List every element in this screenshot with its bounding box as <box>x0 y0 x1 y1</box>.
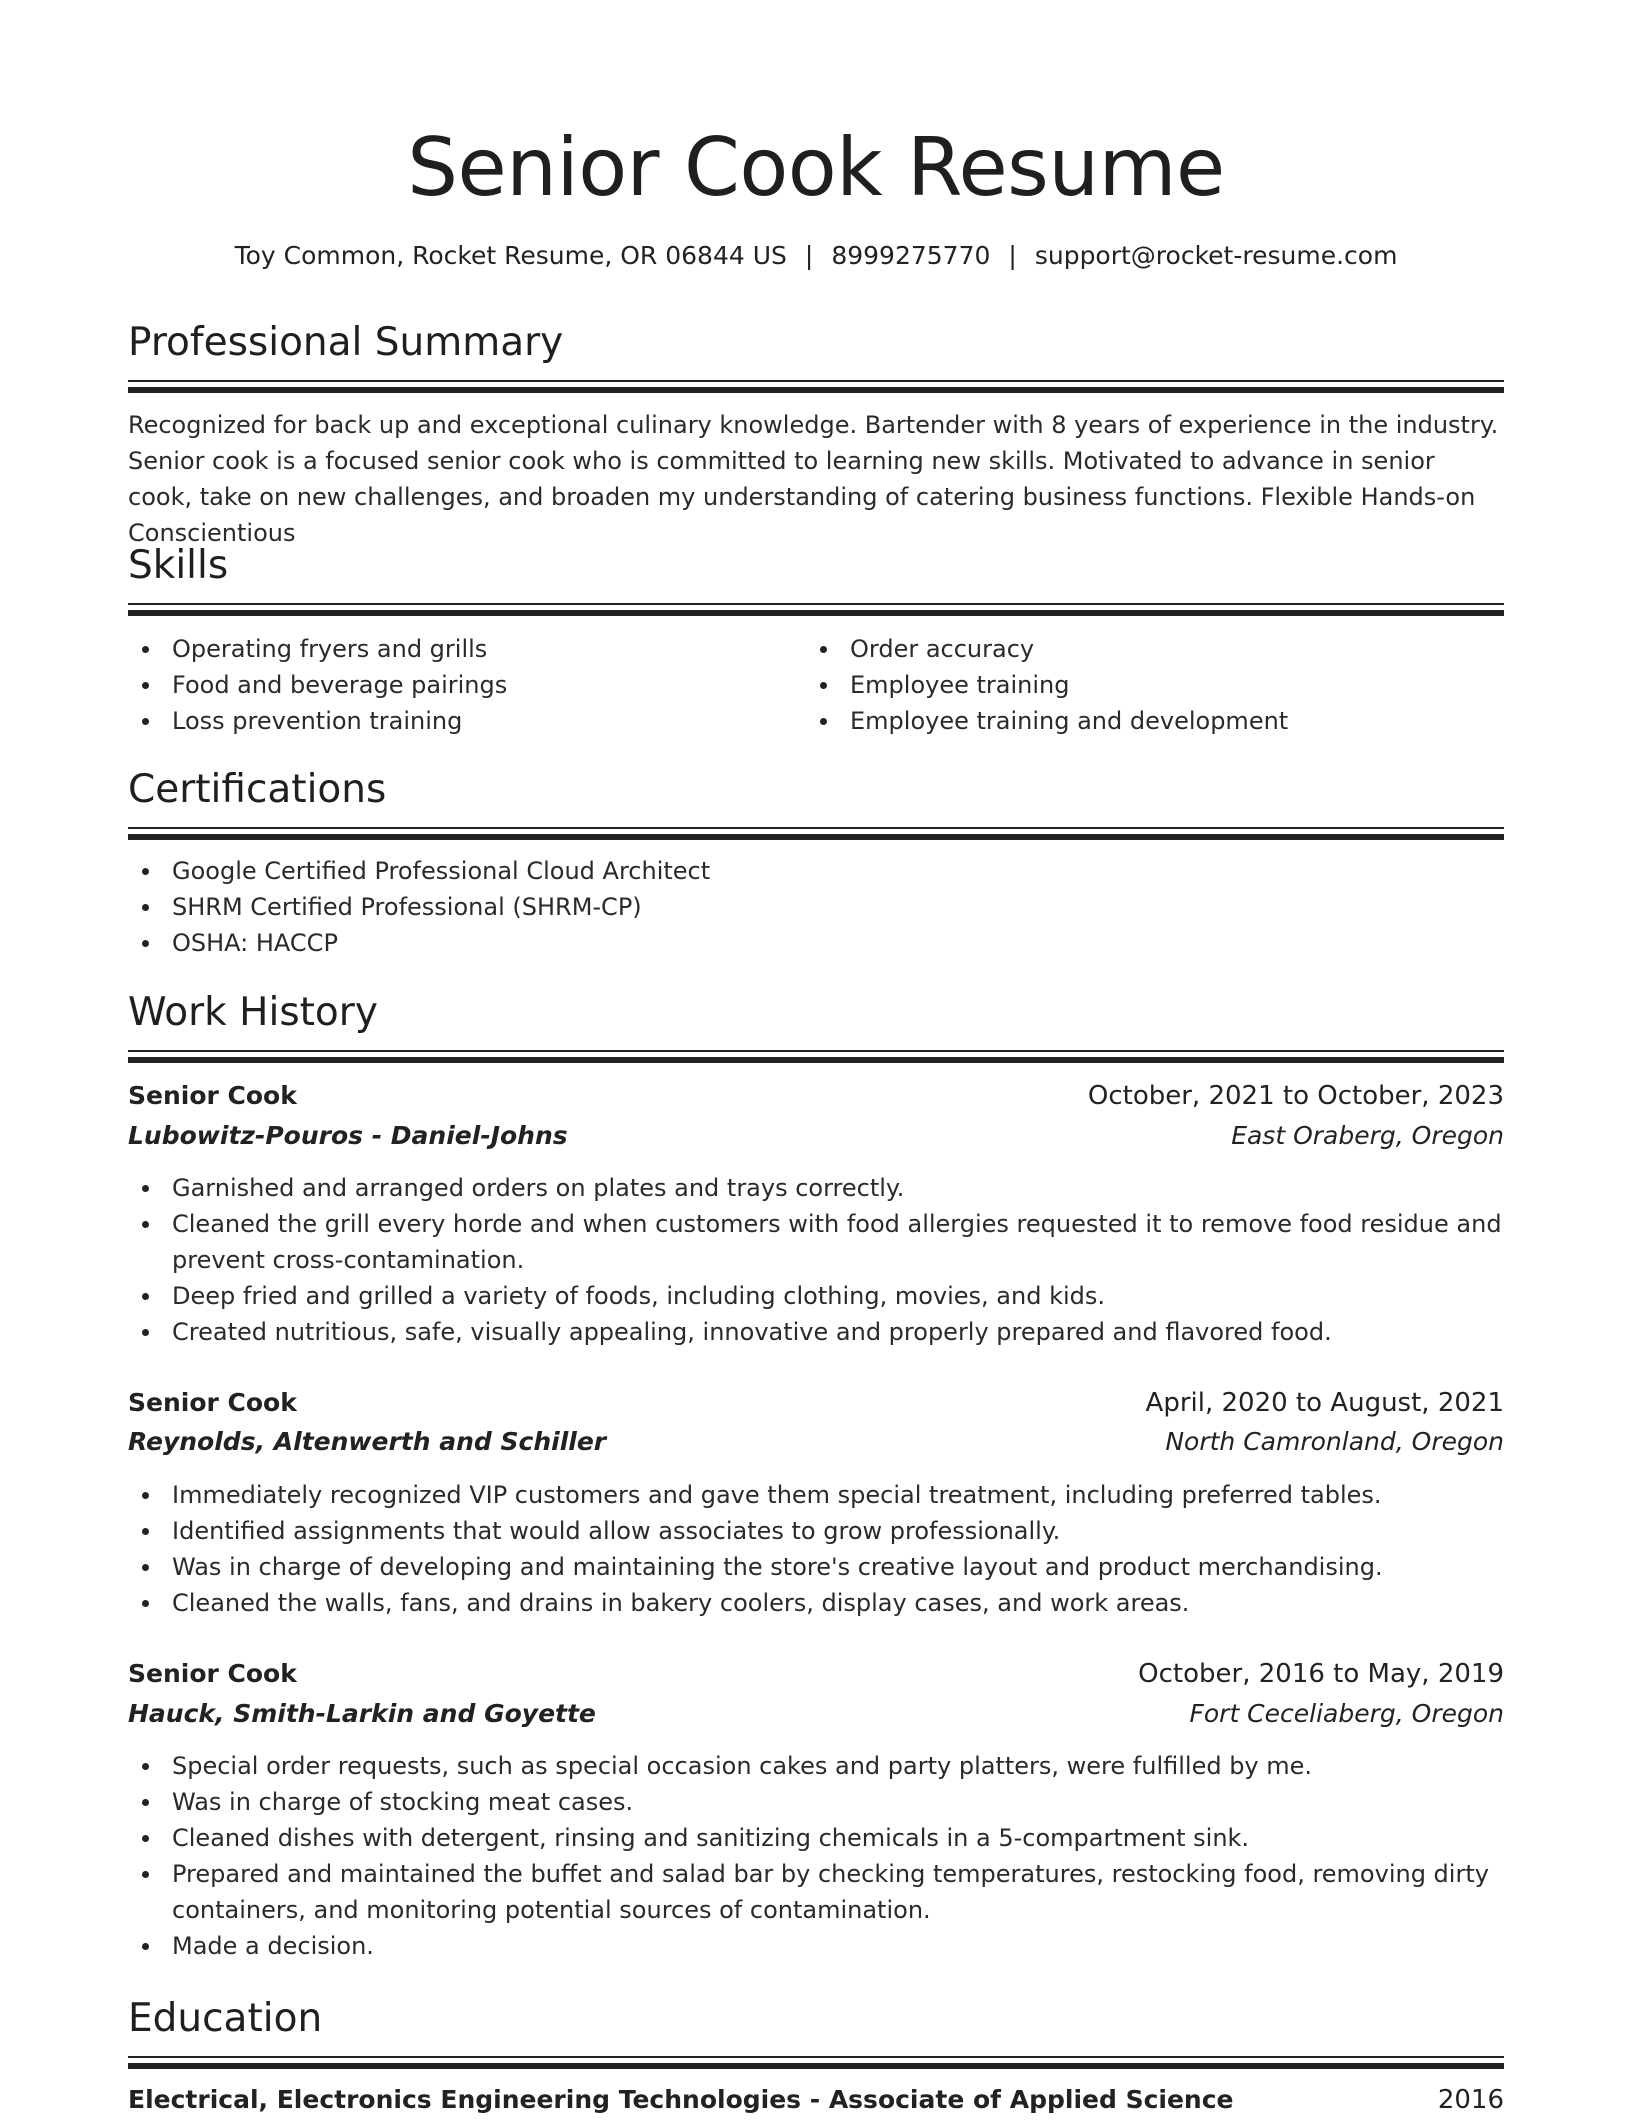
job-bullets <box>128 1477 1504 1621</box>
section-heading: Skills <box>128 543 229 588</box>
skill-item: Food and beverage pairings <box>128 667 788 703</box>
skills-right-column <box>806 631 1466 739</box>
skill-item: Employee training and development <box>806 703 1466 739</box>
contact-line <box>128 238 1504 274</box>
job-bullet: Special order requests, such as special occasion cakes and party platters, were fulfilled by me. <box>128 1748 1504 1784</box>
job-bullet: Cleaned the walls, fans, and drains in bakery coolers, display cases, and work areas. <box>128 1585 1504 1621</box>
job-bullet: Prepared and maintained the buffet and salad bar by checking temperatures, restocking food, removing dirty containers, and monitoring potential sources of contamination. <box>128 1856 1504 1928</box>
section-divider-thin <box>128 1050 1504 1052</box>
job-header <box>128 1654 1504 1694</box>
section-divider-thick <box>128 1057 1504 1063</box>
education-degree: Electrical, Electronics Engineering Technologies - Associate of Applied Science <box>128 2085 1234 2114</box>
section-divider-thin <box>128 827 1504 829</box>
section-divider-thin <box>128 603 1504 605</box>
job-location: East Oraberg, Oregon <box>1231 1121 1504 1150</box>
contact-separator: | <box>804 241 814 270</box>
contact-phone: 8999275770 <box>831 241 991 270</box>
certification-item: OSHA: HACCP <box>128 925 1504 961</box>
job-dates: October, 2021 to October, 2023 <box>1087 1081 1504 1111</box>
work-section-header <box>128 988 1504 1063</box>
section-heading: Work History <box>128 990 378 1035</box>
job-bullet: Cleaned dishes with detergent, rinsing and sanitizing chemicals in a 5-compartment sink. <box>128 1820 1504 1856</box>
job-subheader <box>128 1422 1504 1462</box>
job-dates: October, 2016 to May, 2019 <box>1138 1659 1504 1689</box>
section-heading: Education <box>128 1996 323 2041</box>
section-divider-thin <box>128 2056 1504 2058</box>
summary-text: Recognized for back up and exceptional culinary knowledge. Bartender with 8 years of experience in the industry. Senior cook is a focused senior cook who is committed to learning new skills. Motivated to advance in senior cook, take on new challenges, and broaden my understanding of catering business functions. Flexible Hands-on Conscientious <box>128 411 1499 547</box>
section-divider-thick <box>128 610 1504 616</box>
section-divider-thin <box>128 380 1504 382</box>
section-divider-thick <box>128 834 1504 840</box>
job-dates: April, 2020 to August, 2021 <box>1145 1388 1504 1418</box>
contact-email: support@rocket-resume.com <box>1034 241 1398 270</box>
education-section-header <box>128 1994 1504 2069</box>
contact-separator: | <box>1008 241 1017 270</box>
skills-section-header <box>128 541 1504 616</box>
job-bullet: Immediately recognized VIP customers and gave them special treatment, including preferred tables. <box>128 1477 1504 1513</box>
job-bullet: Garnished and arranged orders on plates and trays correctly. <box>128 1170 1504 1206</box>
certification-item: SHRM Certified Professional (SHRM-CP) <box>128 889 1504 925</box>
job-bullets <box>128 1748 1504 1964</box>
job-location: Fort Ceceliaberg, Oregon <box>1189 1699 1504 1728</box>
contact-address: Toy Common, Rocket Resume, OR 06844 US <box>234 241 787 270</box>
certifications-section-header <box>128 765 1504 840</box>
job-header <box>128 1383 1504 1423</box>
resume-title: Senior Cook Resume <box>407 121 1225 214</box>
job-company: Reynolds, Altenwerth and Schiller <box>128 1427 607 1456</box>
job-subheader <box>128 1116 1504 1156</box>
job-bullets <box>128 1170 1504 1350</box>
section-divider-thick <box>128 2063 1504 2069</box>
certifications-list <box>128 853 1504 961</box>
job-title: Senior Cook <box>128 1659 297 1688</box>
job-bullet: Identified assignments that would allow associates to grow professionally. <box>128 1513 1504 1549</box>
education-year: 2016 <box>1437 2085 1504 2115</box>
skills-left-column <box>128 631 788 739</box>
job-title: Senior Cook <box>128 1081 297 1110</box>
certification-item: Google Certified Professional Cloud Architect <box>128 853 1504 889</box>
job-header <box>128 1076 1504 1116</box>
section-heading: Certifications <box>128 767 387 812</box>
job-location: North Camronland, Oregon <box>1165 1427 1504 1456</box>
section-heading: Professional Summary <box>128 320 564 365</box>
skill-item: Order accuracy <box>806 631 1466 667</box>
job-company: Lubowitz-Pouros - Daniel-Johns <box>128 1121 568 1150</box>
skill-item: Operating fryers and grills <box>128 631 788 667</box>
education-entry <box>128 2080 1504 2120</box>
job-bullet: Deep fried and grilled a variety of foods, including clothing, movies, and kids. <box>128 1278 1504 1314</box>
job-bullet: Was in charge of stocking meat cases. <box>128 1784 1504 1820</box>
skill-item: Loss prevention training <box>128 703 788 739</box>
job-bullet: Was in charge of developing and maintaining the store's creative layout and product merchandising. <box>128 1549 1504 1585</box>
job-bullet: Cleaned the grill every horde and when customers with food allergies requested it to remove food residue and prevent cross-contamination. <box>128 1206 1504 1278</box>
summary-section-header <box>128 318 1504 393</box>
skill-item: Employee training <box>806 667 1466 703</box>
job-subheader <box>128 1694 1504 1734</box>
section-divider-thick <box>128 387 1504 393</box>
job-bullet: Created nutritious, safe, visually appealing, innovative and properly prepared and flavored food. <box>128 1314 1504 1350</box>
job-title: Senior Cook <box>128 1388 297 1417</box>
job-bullet: Made a decision. <box>128 1928 1504 1964</box>
job-company: Hauck, Smith-Larkin and Goyette <box>128 1699 596 1728</box>
